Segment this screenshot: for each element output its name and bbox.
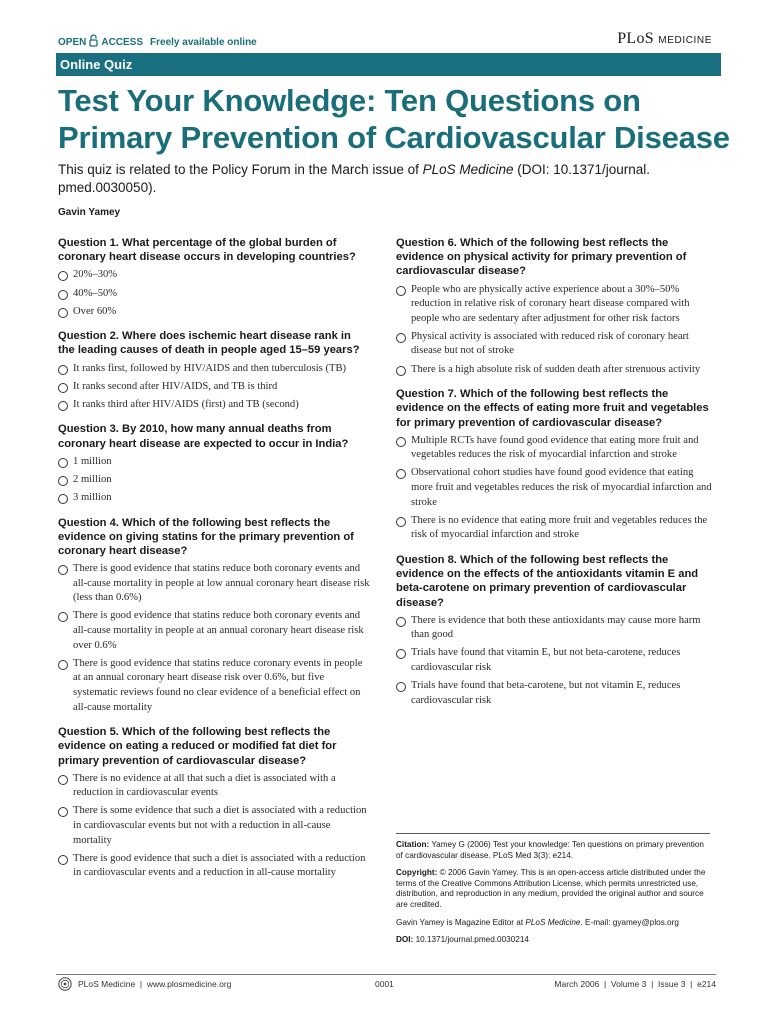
- radio-circle-icon[interactable]: [396, 333, 406, 343]
- radio-circle-icon[interactable]: [396, 682, 406, 692]
- answer-option[interactable]: [58, 287, 370, 302]
- article-intro: [58, 161, 718, 197]
- intro-before: This quiz is related to the Policy Forum in the March issue of: [58, 162, 423, 177]
- answer-option[interactable]: [58, 562, 370, 606]
- answer-option-label: There is good evidence that such a diet is associated with a reduction in cardiovascular events and a reduction in all-cause mortality: [73, 852, 366, 879]
- answer-option[interactable]: [396, 614, 716, 643]
- answer-option[interactable]: [58, 268, 370, 283]
- freely-available-text: Freely available online: [150, 36, 257, 48]
- answer-option-label: 2 million: [73, 473, 112, 485]
- answer-option-label: There is no evidence at all that such a diet is associated with a reduction in cardiovascular events: [73, 772, 336, 799]
- question-text: Question 4. Which of the following best reflects the evidence on giving statins for the primary prevention of coronary heart disease?: [58, 516, 354, 557]
- question-8: [396, 553, 716, 708]
- answer-option-label: 3 million: [73, 491, 112, 503]
- left-column: [58, 236, 370, 891]
- answer-option[interactable]: [58, 804, 370, 848]
- answer-option[interactable]: [58, 398, 370, 413]
- question-text: Question 5. Which of the following best reflects the evidence on eating a reduced or modified fat diet for primary prevention of cardiovascular disease?: [58, 726, 337, 767]
- footer-journal: PLoS Medicine | www.plosmedicine.org: [78, 979, 232, 989]
- doi-text: 10.1371/journal.pmed.0030214: [413, 935, 529, 945]
- radio-circle-icon[interactable]: [396, 286, 406, 296]
- open-access-label: [58, 35, 257, 49]
- radio-circle-icon[interactable]: [58, 383, 68, 393]
- answer-option[interactable]: [58, 657, 370, 715]
- footer-page-number: 0001: [375, 979, 394, 989]
- open-text: OPEN: [58, 36, 87, 48]
- question-3: [58, 422, 370, 505]
- radio-circle-icon[interactable]: [396, 649, 406, 659]
- radio-circle-icon[interactable]: [396, 617, 406, 627]
- journal-main: PLoS: [617, 30, 654, 47]
- question-2: [58, 329, 370, 412]
- radio-circle-icon[interactable]: [58, 458, 68, 468]
- radio-circle-icon[interactable]: [58, 271, 68, 281]
- citation-paragraph: [396, 840, 710, 861]
- answer-option-label: 40%–50%: [73, 287, 118, 299]
- radio-circle-icon[interactable]: [58, 308, 68, 318]
- answer-option[interactable]: [396, 646, 716, 675]
- editor-before: Gavin Yamey is Magazine Editor at: [396, 917, 526, 927]
- question-1: [58, 236, 370, 319]
- answer-option-label: Trials have found that vitamin E, but not beta-carotene, reduces cardiovascular risk: [411, 647, 681, 674]
- answer-option-label: There is good evidence that statins reduce coronary events in people at an annual coronary heart disease risk over 0.6%, but five systematic reviews found no clear evidence of a beneficial effect on all-cause mortality: [73, 657, 363, 713]
- answer-option-label: There is some evidence that such a diet is associated with a reduction in cardiovascular events but not with a reduction in all-cause mortality: [73, 805, 367, 846]
- answer-option-label: People who are physically active experience about a 30%–50% reduction in relative risk of coronary heart disease compared with people who are sedentary after adjustment for other risk factors: [411, 283, 690, 324]
- answer-option-label: It ranks third after HIV/AIDS (first) and TB (second): [73, 398, 299, 410]
- radio-circle-icon[interactable]: [396, 437, 406, 447]
- question-text: Question 8. Which of the following best reflects the evidence on the effects of the antioxidants vitamin E and beta-carotene on primary prevention of cardiovascular disease?: [396, 553, 699, 609]
- radio-circle-icon[interactable]: [58, 494, 68, 504]
- answer-option[interactable]: [58, 305, 370, 320]
- answer-option-label: There is a high absolute risk of sudden death after strenuous activity: [411, 363, 701, 375]
- answer-option-label: Trials have found that beta-carotene, but not vitamin E, reduces cardiovascular risk: [411, 680, 681, 706]
- journal-logo: [617, 30, 712, 48]
- editor-paragraph: [396, 918, 710, 929]
- answer-option-label: There is good evidence that statins reduce both coronary events and all-cause mortality in people at an annual coronary heart disease risk over 0.6%: [73, 610, 364, 651]
- question-text: Question 6. Which of the following best reflects the evidence on physical activity for primary prevention of cardiovascular disease?: [396, 237, 687, 278]
- answer-option-label: There is good evidence that statins reduce both coronary events and all-cause mortality in people at low annual coronary heart disease risk (less than 0.6%): [73, 563, 370, 604]
- plos-seal-icon: [58, 977, 72, 991]
- intro-after: (DOI: 10.1371/journal. pmed.0030050).: [58, 162, 651, 195]
- journal-sub: MEDICINE: [658, 35, 712, 46]
- page-footer: [58, 977, 716, 991]
- answer-option[interactable]: [58, 491, 370, 506]
- editor-after: . E-mail: gyamey@plos.org: [580, 917, 679, 927]
- answer-option[interactable]: [396, 679, 716, 708]
- radio-circle-icon[interactable]: [396, 469, 406, 479]
- radio-circle-icon[interactable]: [58, 775, 68, 785]
- answer-option[interactable]: [58, 852, 370, 881]
- radio-circle-icon[interactable]: [58, 565, 68, 575]
- answer-option-label: Observational cohort studies have found good evidence that eating more fruit and vegetables reduces the risk of myocardial infarction and stroke: [411, 467, 712, 508]
- question-text: Question 7. Which of the following best reflects the evidence on the effects of eating more fruit and vegetables for primary prevention of cardiovascular disease?: [396, 388, 709, 429]
- answer-option[interactable]: [58, 380, 370, 395]
- editor-journal: PLoS Medicine: [525, 917, 581, 927]
- padlock-icon: [89, 34, 98, 50]
- radio-circle-icon[interactable]: [58, 365, 68, 375]
- answer-option[interactable]: [396, 330, 716, 359]
- radio-circle-icon[interactable]: [396, 517, 406, 527]
- answer-option-label: Over 60%: [73, 305, 117, 317]
- answer-option-label: There is no evidence that eating more fruit and vegetables reduces the risk of myocardial infarction and stroke: [411, 514, 708, 541]
- copyright-paragraph: [396, 868, 710, 910]
- footer-rule: [56, 974, 716, 975]
- citation-label: Citation:: [396, 840, 430, 849]
- answer-option-label: It ranks first, followed by HIV/AIDS and then tuberculosis (TB): [73, 362, 347, 374]
- radio-circle-icon[interactable]: [58, 476, 68, 486]
- question-4: [58, 516, 370, 716]
- article-title: Test Your Knowledge: Ten Questions on Primary Prevention of Cardiovascular Disease: [58, 83, 730, 155]
- radio-circle-icon[interactable]: [58, 612, 68, 622]
- copyright-label: Copyright:: [396, 868, 438, 878]
- answer-option-label: Physical activity is associated with reduced risk of coronary heart disease but not of stroke: [411, 330, 689, 357]
- section-banner: Online Quiz: [56, 53, 721, 76]
- radio-circle-icon[interactable]: [396, 366, 406, 376]
- citation-box: [396, 833, 710, 953]
- question-5: [58, 725, 370, 881]
- question-text: Question 1. What percentage of the global burden of coronary heart disease occurs in developing countries?: [58, 237, 356, 264]
- answer-option-label: Multiple RCTs have found good evidence that eating more fruit and vegetables reduces the risk of myocardial infarction and stroke: [411, 434, 699, 461]
- question-6: [396, 236, 716, 377]
- answer-option-label: There is evidence that both these antioxidants may cause more harm than good: [411, 614, 701, 641]
- answer-option[interactable]: [58, 455, 370, 470]
- answer-option-label: 20%–30%: [73, 269, 118, 281]
- access-text: ACCESS: [101, 36, 144, 48]
- copyright-text: © 2006 Gavin Yamey. This is an open-access article distributed under the terms of the Creative Commons Attribution License, which permits unrestricted use, distribution, and reproduction in any medium, provided the original author and source are credited.: [396, 868, 706, 909]
- question-text: Question 3. By 2010, how many annual deaths from coronary heart disease are expected to occur in India?: [58, 423, 349, 450]
- citation-text: Yamey G (2006) Test your knowledge: Ten questions on primary prevention of cardiovascular disease. PLoS Med 3(3): e214.: [396, 840, 704, 860]
- right-column: [396, 236, 716, 718]
- answer-option[interactable]: [396, 514, 716, 543]
- radio-circle-icon[interactable]: [58, 401, 68, 411]
- article-author: Gavin Yamey: [58, 207, 121, 218]
- answer-option[interactable]: [396, 434, 716, 463]
- question-7: [396, 387, 716, 543]
- intro-journal: PLoS Medicine: [422, 162, 514, 177]
- answer-option[interactable]: [58, 362, 370, 377]
- radio-circle-icon[interactable]: [58, 855, 68, 865]
- radio-circle-icon[interactable]: [58, 807, 68, 817]
- answer-option[interactable]: [58, 772, 370, 801]
- answer-option[interactable]: [58, 473, 370, 488]
- answer-option-label: 1 million: [73, 455, 112, 467]
- answer-option-label: It ranks second after HIV/AIDS, and TB is third: [73, 380, 278, 392]
- doi-paragraph: [396, 935, 710, 946]
- footer-issue: March 2006 | Volume 3 | Issue 3 | e214: [554, 979, 716, 989]
- radio-circle-icon[interactable]: [58, 290, 68, 300]
- answer-option[interactable]: [58, 609, 370, 653]
- answer-option[interactable]: [396, 363, 716, 378]
- doi-label: DOI:: [396, 935, 414, 945]
- question-text: Question 2. Where does ischemic heart disease rank in the leading causes of death in people aged 15–59 years?: [58, 330, 360, 357]
- answer-option[interactable]: [396, 283, 716, 327]
- radio-circle-icon[interactable]: [58, 660, 68, 670]
- answer-option[interactable]: [396, 466, 716, 510]
